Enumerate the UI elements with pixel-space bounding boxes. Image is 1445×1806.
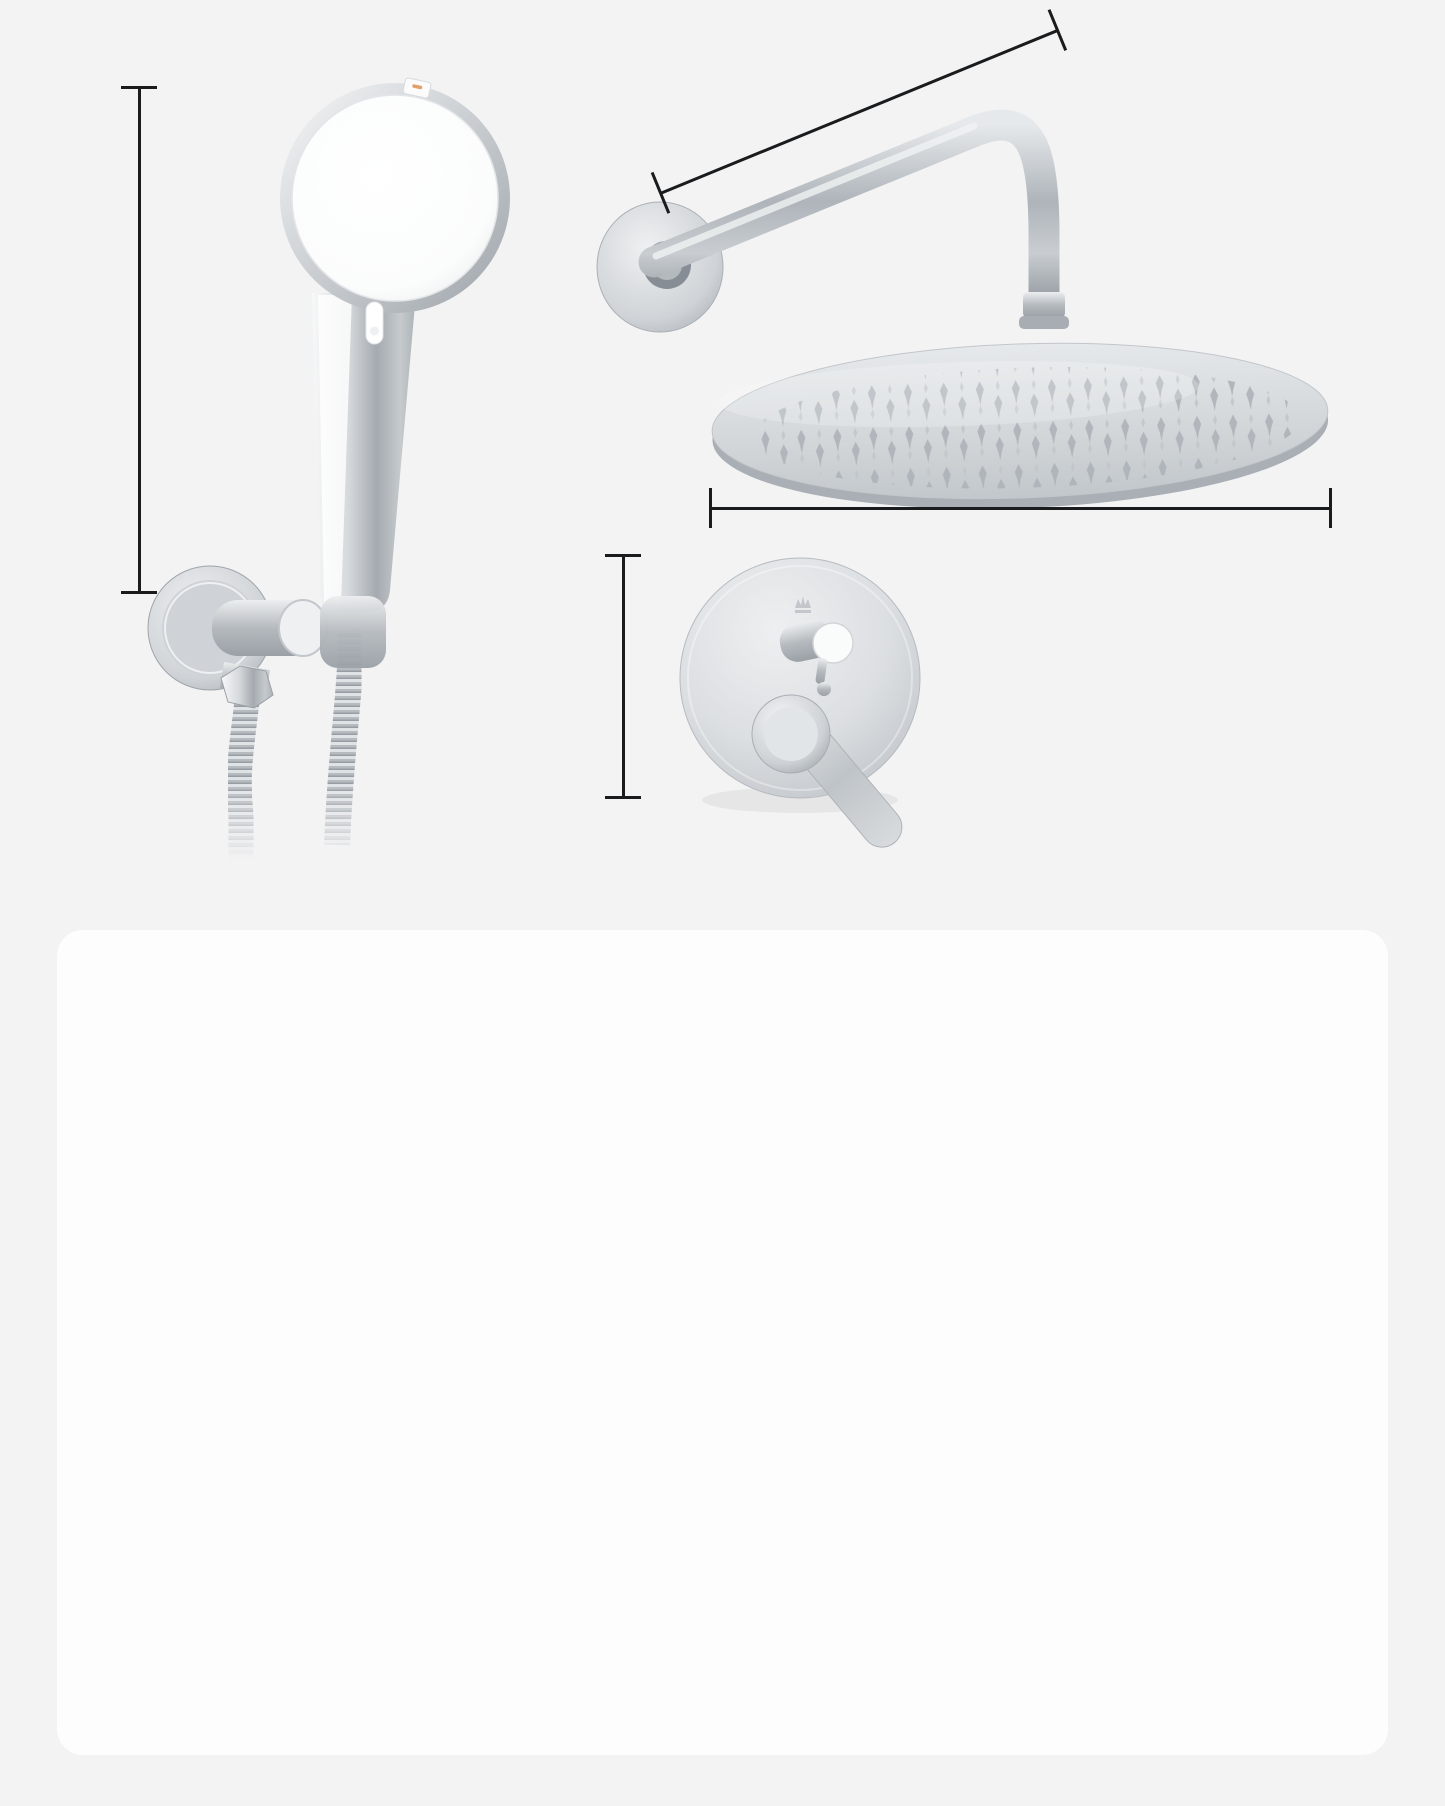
dim-tick bbox=[709, 488, 712, 528]
wall-holder bbox=[148, 566, 327, 708]
valve-panel bbox=[680, 558, 920, 855]
dim-tick bbox=[1329, 488, 1332, 528]
dim-line bbox=[138, 87, 141, 592]
dim-line bbox=[622, 555, 625, 798]
spec-card bbox=[57, 930, 1388, 1755]
dim-tick bbox=[121, 86, 157, 89]
hanging-hook bbox=[366, 302, 383, 344]
rain-shower-head bbox=[709, 333, 1330, 518]
dim-tick bbox=[605, 554, 641, 557]
holder-clip bbox=[320, 596, 386, 668]
dim-tick bbox=[605, 796, 641, 799]
dim-tick bbox=[121, 591, 157, 594]
handheld-handle bbox=[312, 293, 416, 612]
dim-line bbox=[710, 507, 1330, 510]
shower-arm-assembly bbox=[597, 125, 1069, 332]
handheld-shower bbox=[148, 77, 510, 860]
head-connector-nut bbox=[1023, 292, 1065, 318]
